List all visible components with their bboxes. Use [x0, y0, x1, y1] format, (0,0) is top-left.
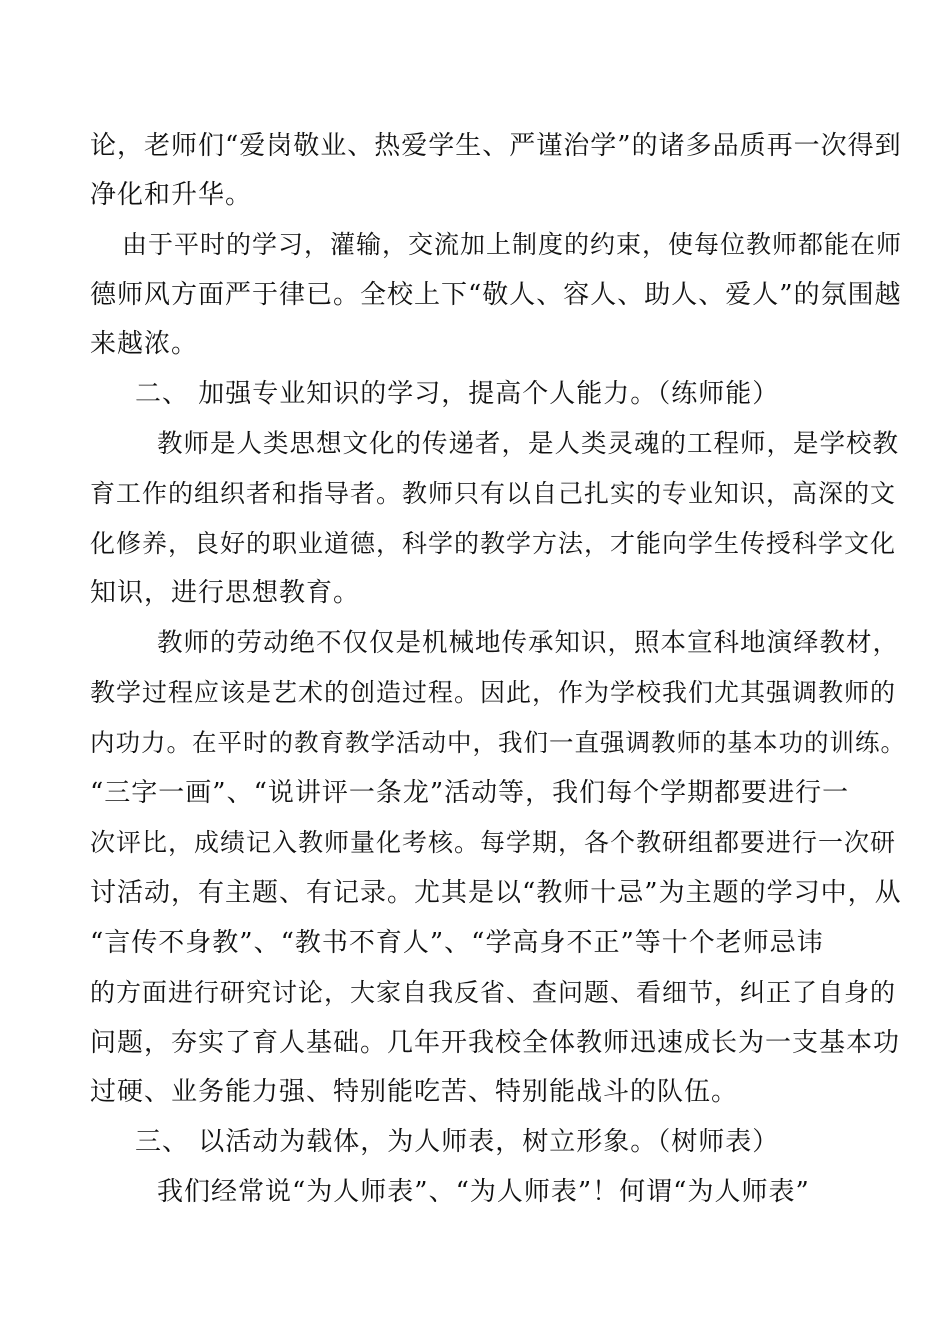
text-line: 来越浓。: [90, 329, 199, 359]
section-heading: 二、 加强专业知识的学习，提高个人能力。（练师能）: [135, 379, 780, 409]
text-line: 内功力。在平时的教育教学活动中，我们一直强调教师的基本功的训练。: [90, 728, 906, 757]
text-line: 的方面进行研究讨论，大家自我反省、查问题、看细节，纠正了自身的: [90, 978, 897, 1007]
text-line: 由于平时的学习，灌输，交流加上制度的约束，使每位教师都能在师: [122, 230, 903, 259]
section-heading: 三、 以活动为载体，为人师表，树立形象。（树师表）: [135, 1127, 780, 1157]
text-line: 净化和升华。: [90, 180, 253, 210]
text-line: 教学过程应该是艺术的创造过程。因此，作为学校我们尤其强调教师的: [90, 678, 897, 707]
text-line: 论，老师们“爱岗敬业、热爱学生、严谨治学”的诸多品质再一次得到: [90, 131, 902, 161]
text-line: 德师风方面严于律已。全校上下“敬人、容人、助人、爱人”的氛围越: [90, 280, 902, 310]
text-line: “三字一画”、“说讲评一条龙”活动等，我们每个学期都要进行一: [90, 778, 850, 808]
text-line: 次评比，成绩记入教师量化考核。每学期，各个教研组都要进行一次研: [90, 828, 897, 857]
text-line: 问题，夯实了育人基础。几年开我校全体教师迅速成长为一支基本功: [90, 1028, 901, 1058]
text-line: 教师的劳动绝不仅仅是机械地传承知识，照本宣科地演绎教材，: [157, 628, 900, 658]
text-line: 化修养，良好的职业道德，科学的教学方法，才能向学生传授科学文化: [90, 529, 897, 558]
text-line: 讨活动，有主题、有记录。尤其是以“教师十忌”为主题的学习中，从: [90, 878, 902, 908]
text-line: 教师是人类思想文化的传递者，是人类灵魂的工程师，是学校教: [157, 429, 900, 459]
text-line: 知识，进行思想教育。: [90, 578, 361, 608]
text-line: 我们经常说“为人师表”、“为人师表”！何谓“为人师表”: [157, 1177, 810, 1207]
text-line: 过硬、业务能力强、特别能吃苦、特别能战斗的队伍。: [90, 1077, 739, 1107]
text-line: 育工作的组织者和指导者。教师只有以自己扎实的专业知识，高深的文: [90, 479, 897, 508]
text-line: “言传不身教”、“教书不育人”、“学高身不正”等十个老师忌讳: [90, 928, 824, 958]
